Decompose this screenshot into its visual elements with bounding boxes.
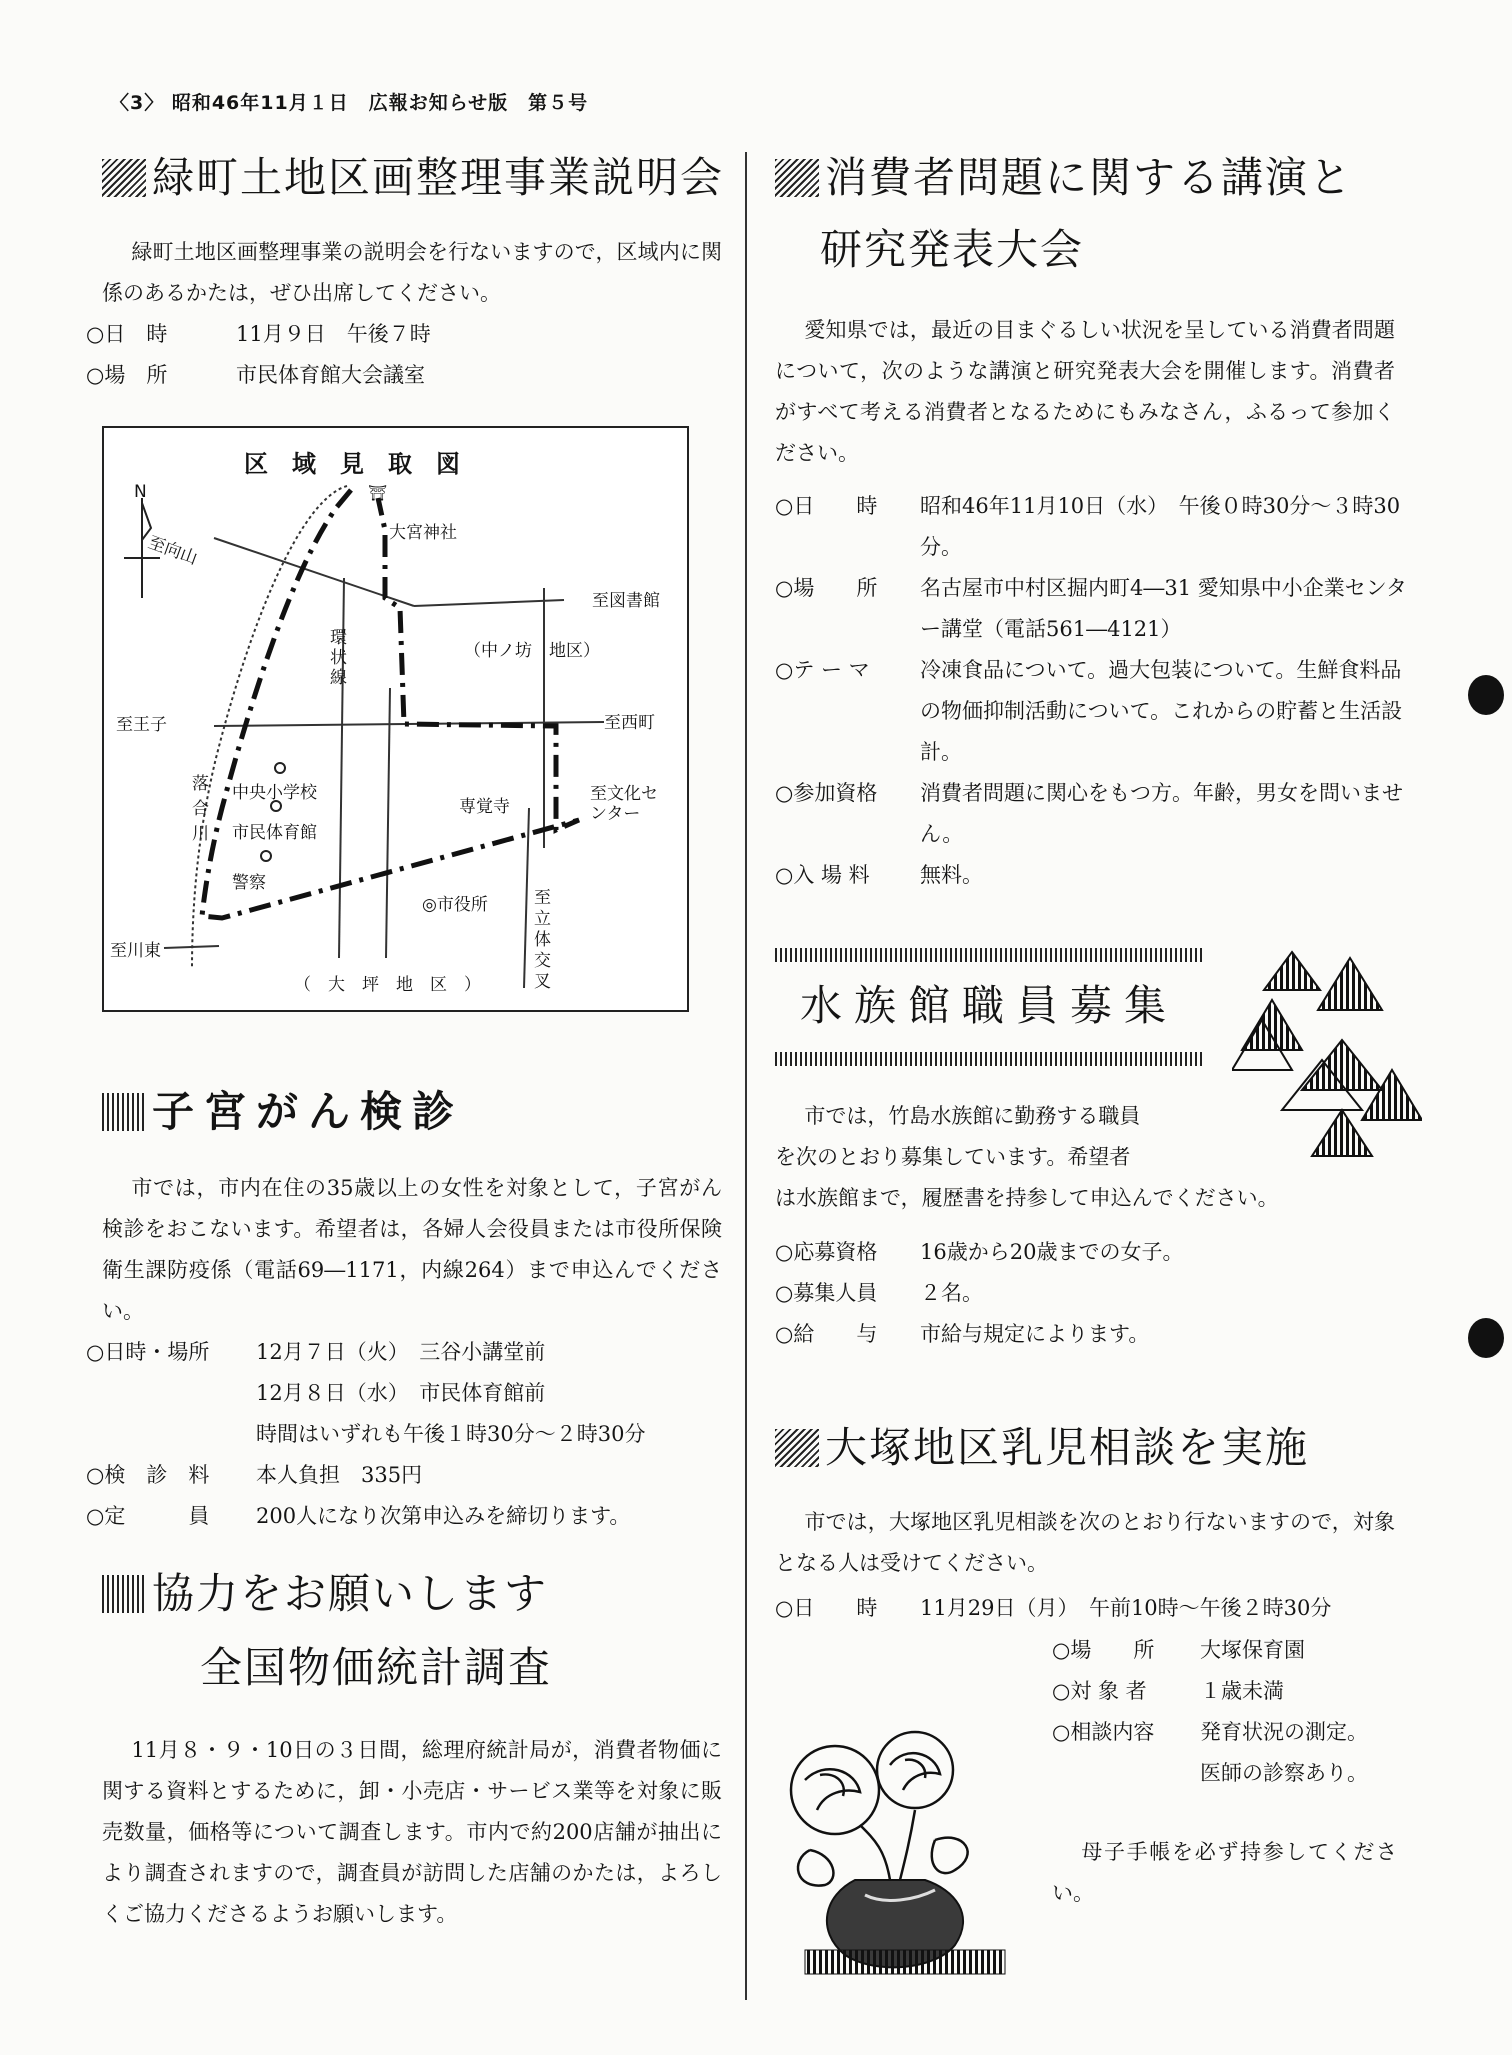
otsuka-item-value: 医師の診察あり。 [1200, 1761, 1368, 1785]
suizokukan-item-label: ○応募資格 [775, 1240, 878, 1264]
river-ochiai [192, 486, 347, 968]
map-drawing [104, 428, 687, 1010]
suizokukan-title: 水族館職員募集 [800, 981, 1179, 1030]
map-taiikukan: 市民体育館 [232, 823, 317, 843]
hatch-icon [102, 1093, 146, 1131]
otsuka-item-label: ○対 象 者 [1052, 1679, 1147, 1703]
otsuka-date-label: ○日 時 [775, 1596, 878, 1620]
hatch-icon [102, 1575, 146, 1613]
suizokukan-item-value: 市給与規定によります。 [920, 1322, 1150, 1346]
map-nishimachi: 至西町 [604, 713, 655, 733]
hatch-icon [775, 1429, 819, 1467]
shohisha-item-label: ○入 場 料 [775, 863, 870, 887]
map-ohira: （ 大 坪 地 区 ） [294, 975, 481, 995]
road-toshokan [414, 600, 564, 606]
road-inner [386, 688, 390, 958]
shohisha-title2: 研究発表大会 [820, 225, 1085, 274]
otsuka-date [775, 1588, 1331, 1629]
shohisha-body: 愛知県では，最近の目まぐるしい状況を呈している消費者問題について，次のような講演と研究発表大会を開催します。消費者がすべて考える消費者となるためにもみなさん，ふるって参加ください。 [775, 318, 1395, 465]
shikyu-title: 子宮がん検診 [152, 1087, 465, 1136]
page-header: 〈3〉 昭和46年11月１日 広報お知らせ版 第５号 [110, 92, 589, 114]
shikyu-body: 市では，市内在住の35歳以上の女性を対象として，子宮がん検診をおこないます。希望者は，各婦人会役員または市役所保険衛生課防疫係（電話69―1171，内線264）まで申込んでください。 [102, 1176, 722, 1323]
suizokukan-item-value: ２名。 [920, 1281, 983, 1305]
map-bunka: 至文化センター [590, 784, 658, 824]
otsuka-item-label [1052, 1753, 1200, 1794]
suizokukan-items [775, 1232, 1183, 1355]
shohisha-heading [775, 150, 1353, 206]
suizokukan-body-line2: を次のとおり募集しています。希望者 [775, 1145, 1131, 1169]
otsuka-item-label: ○相談内容 [1052, 1720, 1155, 1744]
otsuka-item-value: 発育状況の測定。 [1200, 1720, 1368, 1744]
otsuka-item-label: ○場 所 [1052, 1638, 1155, 1662]
shohisha-item-value: 昭和46年11月10日（水） 午後０時30分～３時30分。 [920, 494, 1401, 559]
map-chuo: 中央小学校 [232, 783, 317, 803]
map-toshokan: 至図書館 [592, 591, 660, 611]
kyoryoku-title: 協力をお願いします [152, 1569, 549, 1618]
suizokukan-body-line1: 市では，竹島水族館に勤務する職員 [804, 1104, 1141, 1128]
map-oji: 至王子 [116, 715, 167, 735]
shikyu-row-label: ○定 員 [86, 1504, 210, 1528]
map-shiyakusho: ◎市役所 [422, 895, 488, 915]
shikyu-rows [86, 1332, 645, 1537]
midori-body: 緑町土地区画整理事業の説明会を行ないますので，区域内に関係のあるかたは，ぜひ出席してください。 [102, 240, 722, 305]
midori-place-label: ○場 所 [86, 363, 168, 387]
kyoryoku-subtitle: 全国物価統計調査 [200, 1643, 553, 1692]
midori-place-value: 市民体育館大会議室 [236, 363, 425, 387]
hatch-icon [775, 159, 819, 197]
shohisha-item-label: ○参加資格 [775, 781, 878, 805]
suizokukan-item-value: 16歳から20歳までの女子。 [920, 1240, 1184, 1264]
shohisha-item-value: 無料。 [920, 863, 983, 887]
otsuka-items [1052, 1630, 1368, 1794]
midori-date-label: ○日 時 [86, 322, 168, 346]
shikyu-row-value: 時間はいずれも午後１時30分～２時30分 [256, 1422, 646, 1446]
column-divider [745, 152, 747, 2000]
otsuka-date-value: 11月29日（月） 午前10時～午後２時30分 [920, 1596, 1332, 1620]
shrine-icon: ⛩ [368, 484, 388, 502]
midori-date-value: 11月９日 午後７時 [236, 322, 431, 346]
hatch-icon [102, 159, 146, 197]
shikyu-row-value: 12月８日（水） 市民体育館前 [256, 1381, 546, 1405]
suizokukan-item-label: ○募集人員 [775, 1281, 878, 1305]
map-nakanobo: （中ノ坊 地区） [464, 641, 600, 661]
map-kawahigashi: 至川東 [110, 941, 161, 961]
shohisha-items [775, 486, 1415, 896]
shohisha-item-label: ○場 所 [775, 576, 878, 600]
area-map [102, 426, 689, 1012]
map-senkakuji: 専覚寺 [459, 797, 510, 817]
otsuka-item-value: 大塚保育園 [1200, 1638, 1305, 1662]
shikyu-row-value: 本人負担 335円 [256, 1463, 423, 1487]
shohisha-item-value: 名古屋市中村区掘内町4―31 愛知県中小企業センター講堂（電話561―4121） [920, 576, 1407, 641]
otsuka-title: 大塚地区乳児相談を実施 [825, 1423, 1310, 1472]
map-ochiai: 落合川 [192, 774, 209, 844]
stripe-bottom [775, 1052, 1205, 1066]
map-mukaiyama: 至向山 [145, 532, 201, 569]
kyoryoku-heading [102, 1566, 548, 1622]
midori-title: 緑町土地区画整理事業説明会 [152, 153, 725, 202]
shohisha-item-label: ○テ ー マ [775, 658, 870, 682]
shikyu-row-label: ○検 診 料 [86, 1463, 210, 1487]
otsuka-note: 母子手帳を必ず持参してください。 [1052, 1840, 1397, 1905]
shikyu-row-value: 200人になり次第申込みを締切ります。 [256, 1504, 631, 1528]
shikyu-row-label [86, 1373, 256, 1414]
midori-heading [102, 150, 724, 206]
suizokukan-body-line3: は水族館まで，履歴書を持参して申込んでください。 [775, 1186, 1279, 1210]
punch-hole [1468, 675, 1504, 715]
north-arrow-head [142, 503, 151, 540]
shohisha-title1: 消費者問題に関する講演と [825, 153, 1354, 202]
map-keisatsu: 警察 [232, 873, 266, 893]
shohisha-item-value: 冷凍食品について。過大包装について。生鮮食料品の物価抑制活動について。これからの貯蓄と生活設計。 [920, 658, 1403, 764]
map-omiya: 大宮神社 [389, 523, 457, 543]
map-north: N [134, 482, 147, 502]
shikyu-heading [102, 1084, 464, 1140]
otsuka-item-value: １歳未満 [1200, 1679, 1284, 1703]
shikyu-row-label [86, 1414, 256, 1455]
map-tachitai: 至立体交叉 [534, 888, 551, 992]
shohisha-item-value: 消費者問題に関心をもつ方。年齢，男女を問いません。 [920, 781, 1403, 846]
rose-vase-illustration [765, 1730, 1035, 1980]
school-marker [275, 763, 285, 773]
stripe-top [775, 948, 1205, 962]
otsuka-body: 市では，大塚地区乳児相談を次のとおり行ないますので，対象となる人は受けてください。 [775, 1510, 1395, 1575]
punch-hole [1468, 1318, 1504, 1358]
shohisha-item-label: ○日 時 [775, 494, 878, 518]
shikyu-row-label: ○日時・場所 [86, 1340, 210, 1364]
police-marker [261, 851, 271, 861]
suizokukan-item-label: ○給 与 [775, 1322, 878, 1346]
suizokukan-body [775, 1096, 1279, 1219]
otsuka-heading [775, 1420, 1309, 1476]
map-title: 区 域 見 取 図 [244, 450, 460, 478]
kyoryoku-body: 11月８・９・10日の３日間，総理府統計局が，消費者物価に関する資料とするために，卸・小売店・サービス業等を対象に販売数量，価格等について調査します。市内で約200店舗が抽出により調査されますので，調査員が訪問した店舗のかたは，よろしくご協力くださるようお願いします。 [102, 1738, 722, 1926]
midori-items [86, 314, 431, 396]
shikyu-row-value: 12月７日（火） 三谷小講堂前 [256, 1340, 546, 1364]
map-kanjo: 環状線 [330, 628, 347, 688]
